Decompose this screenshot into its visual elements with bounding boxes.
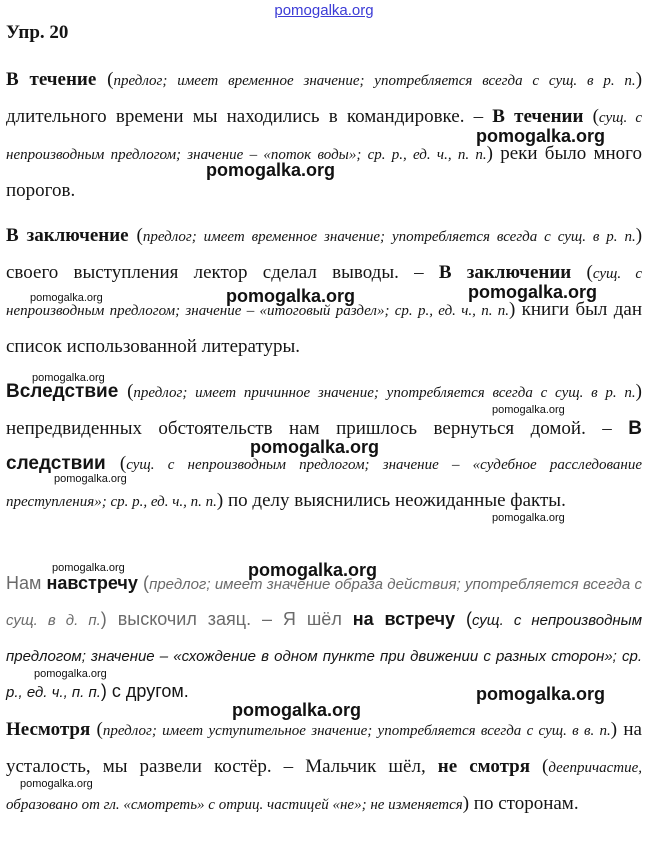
text: ) реки было много порогов. <box>6 143 642 201</box>
watermark: pomogalka.org <box>20 778 93 790</box>
text: ) по сторонам. <box>462 793 579 814</box>
term: В течение <box>6 69 97 90</box>
site-header-link[interactable]: pomogalka.org <box>274 2 374 19</box>
term: не смотря <box>437 756 530 777</box>
watermark: pomogalka.org <box>492 404 565 416</box>
watermark: pomogalka.org <box>468 282 598 302</box>
watermark: pomogalka.org <box>226 286 356 306</box>
text: ( <box>455 609 472 629</box>
text: ) длительного времени мы находились в командировке. – <box>6 69 643 127</box>
watermark: pomogalka.org <box>492 512 565 524</box>
watermark: pomogalka.org <box>32 372 105 384</box>
grammar-note: предлог; имеет временное значение; употребляется всегда с сущ. в р. п. <box>113 73 636 89</box>
paragraph-5 <box>6 712 642 823</box>
grammar-note: сущ. с непроизводным предлогом; значение – «судебное расследование преступления»; ср. р., ед. ч., п. п. <box>6 457 642 510</box>
watermark: pomogalka.org <box>54 473 127 485</box>
term: на встречу <box>352 609 456 629</box>
text: ( <box>128 225 143 246</box>
watermark: pomogalka.org <box>34 668 107 680</box>
term: В заключении <box>438 262 572 283</box>
term: В течении <box>492 106 584 127</box>
text: ( <box>105 453 127 474</box>
grammar-note: деепричастие, образовано от гл. «смотреть» с отриц. частицей «не»; не изменяется <box>6 760 642 813</box>
term: Несмотря <box>6 719 91 740</box>
watermark: pomogalka.org <box>30 292 103 304</box>
term: Вследствие <box>6 381 119 402</box>
grammar-note: предлог; имеет уступительное значение; употребляется всегда с сущ. в в. п. <box>102 723 611 739</box>
text: Нам <box>6 573 47 593</box>
watermark: pomogalka.org <box>232 700 362 720</box>
text: ) выскочил заяц. – Я шёл <box>100 609 353 629</box>
grammar-note: сущ. с непроизводным предлогом; значение – «итоговый раздел»; ср. р., ед. ч., п. п. <box>6 266 642 319</box>
grammar-note: сущ. с непроизводным предлогом; значение – «поток воды»; ср. р., ед. ч., п. п. <box>6 110 643 163</box>
watermark: pomogalka.org <box>476 684 606 704</box>
term: В следствии <box>6 418 642 474</box>
text: ) книги был дан список использованной литературы. <box>6 299 642 357</box>
text: ( <box>137 573 150 593</box>
watermark: pomogalka.org <box>248 560 378 580</box>
watermark: pomogalka.org <box>250 437 380 457</box>
text: ( <box>118 381 134 402</box>
grammar-note: предлог; имеет временное значение; употребляется всегда с сущ. в р. п. <box>142 229 636 245</box>
text: ) непредвиденных обстоятельств нам пришлось вернуться домой. – <box>6 381 642 439</box>
term: навстречу <box>46 573 138 593</box>
text: ( <box>571 262 593 283</box>
text: ) по делу выяснились неожиданные факты. <box>216 490 566 511</box>
text: ( <box>96 69 114 90</box>
grammar-note: предлог; имеет значение образа действия; употребляется всегда с сущ. в д. п. <box>6 576 643 629</box>
exercise-title: Упр. 20 <box>6 22 69 43</box>
watermark: pomogalka.org <box>52 562 125 574</box>
grammar-note: предлог; имеет причинное значение; употребляется всегда с сущ. в р. п. <box>133 385 636 401</box>
watermark: pomogalka.org <box>206 160 336 180</box>
text: ( <box>529 756 549 777</box>
text: ( <box>583 106 599 127</box>
watermark: pomogalka.org <box>476 126 606 146</box>
text: ) на усталость, мы развели костёр. – Мальчик шёл, <box>6 719 642 777</box>
text: ( <box>90 719 103 740</box>
grammar-note: сущ. с непроизводным предлогом; значение – «схождение в одном пункте при движении с разных сторон»; ср. р., ед. ч., п. п. <box>6 612 642 701</box>
text: ) с другом. <box>100 681 189 701</box>
text: ) своего выступления лектор сделал выводы. – <box>6 225 643 283</box>
term: В заключение <box>6 225 129 246</box>
